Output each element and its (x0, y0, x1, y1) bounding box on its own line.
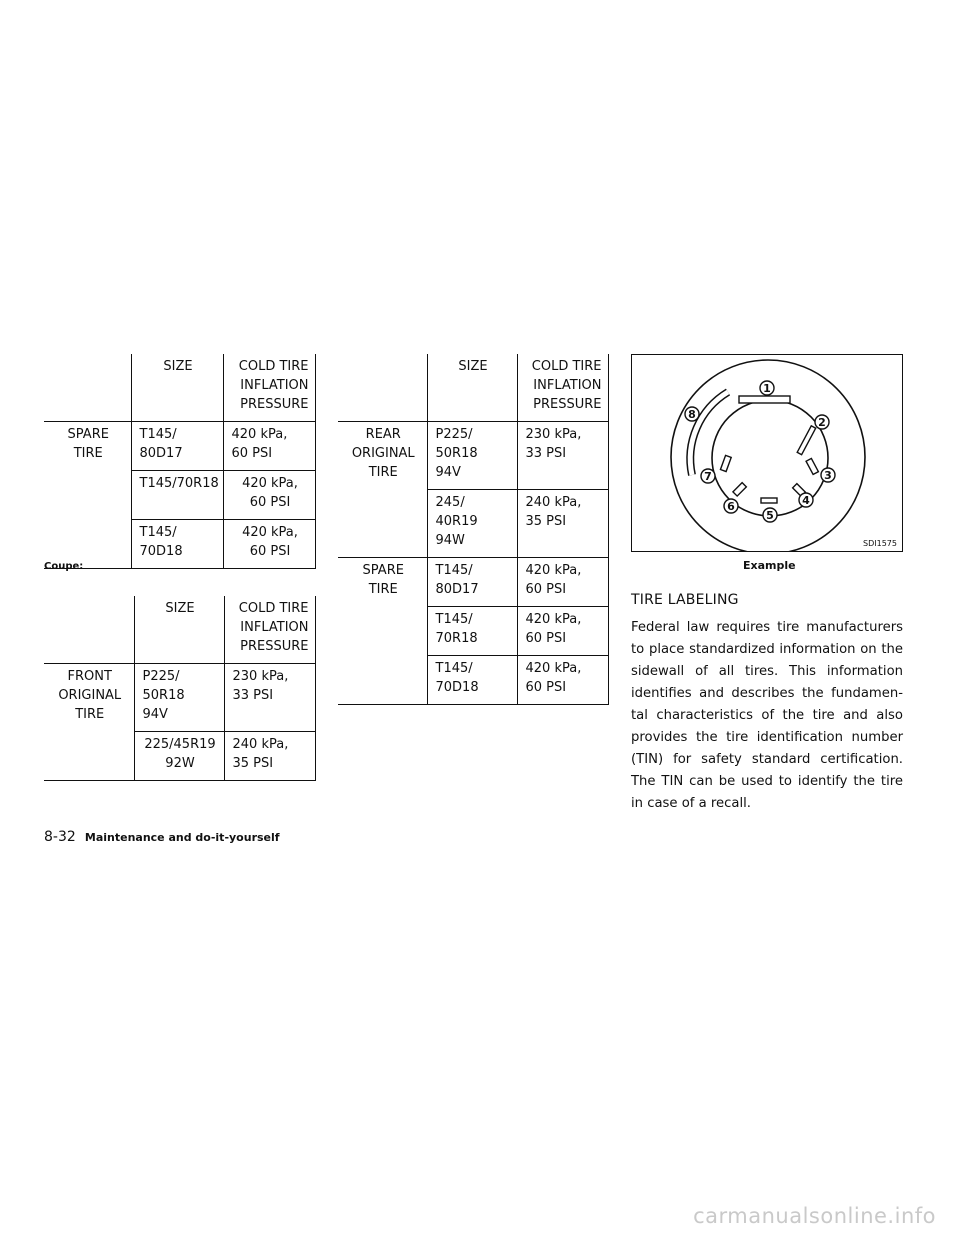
size-cell: T145/ 70D18 (131, 520, 223, 569)
callout-7 (701, 469, 715, 483)
figure-caption: Example (743, 559, 796, 572)
size-cell: T145/ 70R18 (427, 607, 517, 656)
header-pressure: COLD TIRE INFLATION PRESSURE (224, 596, 315, 664)
tire-sidewall-figure (631, 354, 903, 552)
header-blank (338, 354, 427, 422)
size-cell: T145/ 70D18 (427, 656, 517, 705)
header-size: SIZE (427, 354, 517, 422)
category-cell: SPARE TIRE (338, 558, 427, 705)
pressure-cell: 230 kPa, 33 PSI (517, 422, 608, 490)
figure-code: SDI1575 (863, 539, 897, 548)
label-6-marker (733, 483, 746, 496)
size-cell: 225/45R19 92W (134, 732, 224, 781)
category-cell: FRONT ORIGINAL TIRE (44, 664, 134, 781)
label-5-marker (761, 498, 777, 503)
table-row (44, 664, 315, 732)
header-pressure: COLD TIRE INFLATION PRESSURE (517, 354, 608, 422)
size-cell: P225/ 50R18 94V (134, 664, 224, 732)
pressure-cell: 240 kPa, 35 PSI (224, 732, 315, 781)
table-row (338, 558, 608, 607)
callout-1 (760, 381, 774, 395)
label-1-marker (739, 396, 790, 403)
coupe-label: Coupe: (44, 561, 84, 572)
size-cell: T145/ 80D17 (131, 422, 223, 471)
label-7-marker (720, 455, 731, 471)
footer-section-name: Maintenance and do-it-yourself (84, 831, 280, 844)
size-cell: T145/ 80D17 (427, 558, 517, 607)
pressure-cell: 230 kPa, 33 PSI (224, 664, 315, 732)
watermark: carmanualsonline.info (693, 1204, 936, 1228)
svg-text:4: 4 (802, 494, 810, 507)
header-size: SIZE (134, 596, 224, 664)
size-cell: P225/ 50R18 94V (427, 422, 517, 490)
callout-2 (815, 415, 829, 429)
callout-5 (763, 508, 777, 522)
svg-text:6: 6 (727, 500, 735, 513)
header-blank (44, 596, 134, 664)
svg-text:3: 3 (824, 469, 832, 482)
section-body: Federal law requires tire manufacturers to place standardized information on the sidewall of all tires. This information identifies and describes the fundamen-tal characteristics of the tire and also provides the tire identification number (TIN) for safety standard certification. The TIN can be used to identify the tire in case of a recall. (631, 620, 903, 811)
pressure-cell: 420 kPa, 60 PSI (223, 422, 315, 471)
pressure-cell: 240 kPa, 35 PSI (517, 490, 608, 558)
tire-diagram (632, 355, 902, 551)
callout-8 (685, 407, 699, 421)
spare-tire-table (44, 354, 316, 569)
label-2-marker (797, 426, 815, 455)
label-3-marker (806, 458, 818, 474)
table-row (338, 422, 608, 490)
pressure-cell: 420 kPa, 60 PSI (517, 607, 608, 656)
category-cell: REAR ORIGINAL TIRE (338, 422, 427, 558)
callout-3 (821, 468, 835, 482)
pressure-cell: 420 kPa, 60 PSI (223, 520, 315, 569)
page-number: 8-32 (44, 829, 76, 845)
page-footer (44, 826, 280, 845)
callout-6 (724, 499, 738, 513)
svg-text:2: 2 (818, 416, 826, 429)
pressure-cell: 420 kPa, 60 PSI (223, 471, 315, 520)
rear-tire-table (338, 354, 609, 705)
header-pressure: COLD TIRE INFLATION PRESSURE (223, 354, 315, 422)
pressure-cell: 420 kPa, 60 PSI (517, 656, 608, 705)
svg-text:8: 8 (688, 408, 696, 421)
table-row (44, 422, 315, 471)
category-cell: SPARE TIRE (44, 422, 131, 569)
pressure-cell: 420 kPa, 60 PSI (517, 558, 608, 607)
svg-text:1: 1 (763, 382, 771, 395)
header-blank (44, 354, 131, 422)
header-size: SIZE (131, 354, 223, 422)
callout-4 (799, 493, 813, 507)
front-tire-table (44, 596, 316, 781)
size-cell: T145/70R18 (131, 471, 223, 520)
svg-text:5: 5 (766, 509, 774, 522)
svg-text:7: 7 (704, 470, 712, 483)
section-title: TIRE LABELING (631, 592, 739, 608)
size-cell: 245/ 40R19 94W (427, 490, 517, 558)
